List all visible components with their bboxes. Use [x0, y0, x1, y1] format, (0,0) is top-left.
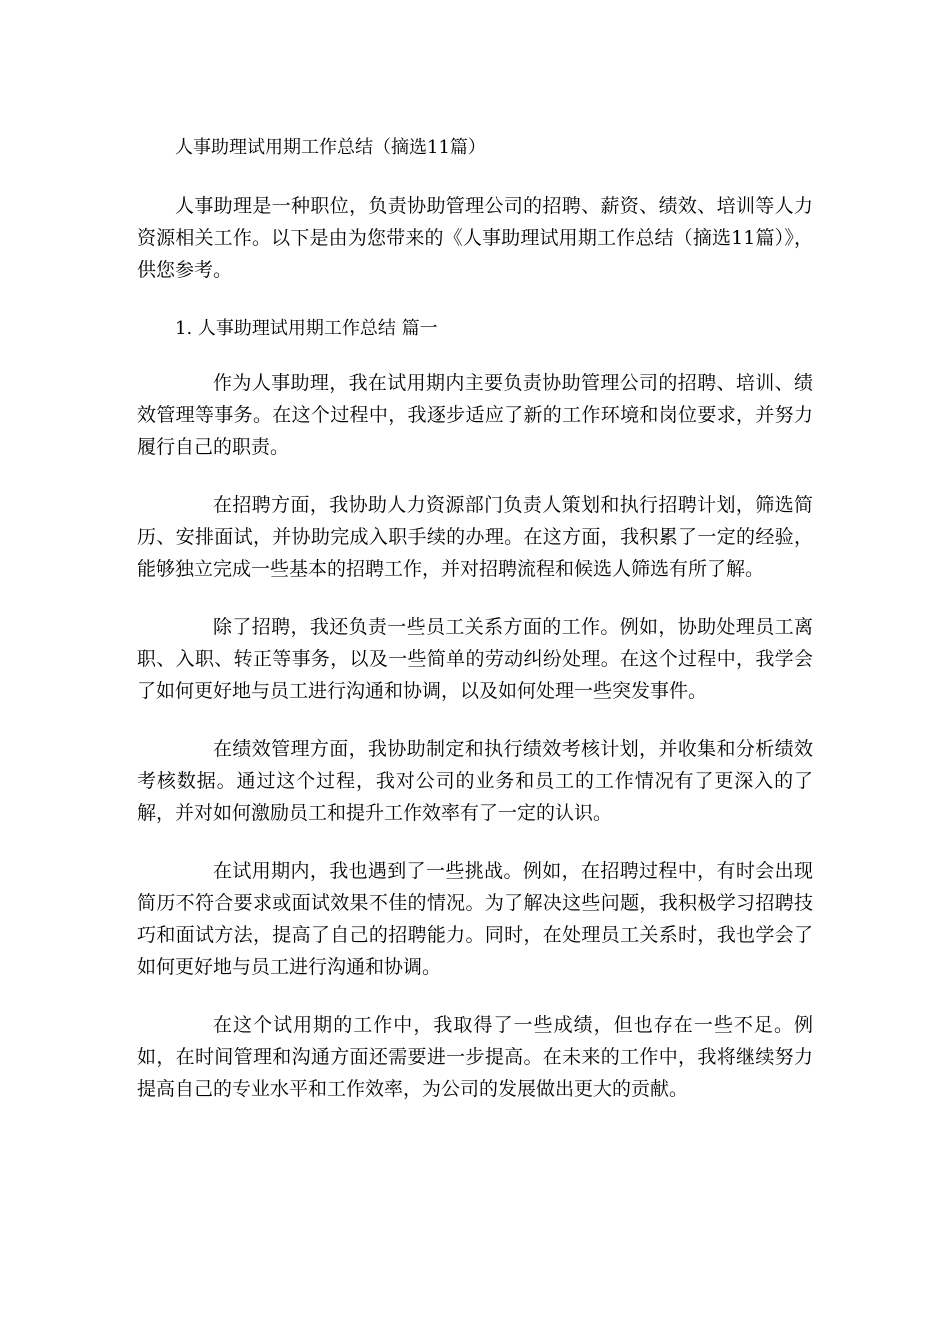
body-paragraph-2: 在招聘方面，我协助人力资源部门负责人策划和执行招聘计划，筛选简历、安排面试，并协助完成入职手续的办理。在这方面，我积累了一定的经验，能够独立完成一些基本的招聘工作，并对招聘流程和候选人筛选有所了解。 — [137, 494, 813, 580]
body-paragraph-3: 除了招聘，我还负责一些员工关系方面的工作。例如，协助处理员工离职、入职、转正等事务，以及一些简单的劳动纠纷处理。在这个过程中，我学会了如何更好地与员工进行沟通和协调，以及如何处理一些突发事件。 — [137, 616, 813, 702]
document-body — [137, 132, 813, 1105]
intro-paragraph: 人事助理是一种职位，负责协助管理公司的招聘、薪资、绩效、培训等人力资源相关工作。以下是由为您带来的《人事助理试用期工作总结（摘选11篇）》，供您参考。 — [137, 195, 813, 281]
body-paragraph-1: 作为人事助理，我在试用期内主要负责协助管理公司的招聘、培训、绩效管理等事务。在这个过程中，我逐步适应了新的工作环境和岗位要求，并努力履行自己的职责。 — [137, 372, 813, 458]
document-title: 人事助理试用期工作总结（摘选11篇） — [175, 137, 486, 158]
body-paragraph-5: 在试用期内，我也遇到了一些挑战。例如，在招聘过程中，有时会出现简历不符合要求或面试效果不佳的情况。为了解决这些问题，我积极学习招聘技巧和面试方法，提高了自己的招聘能力。同时，在处理员工关系时，我也学会了如何更好地与员工进行沟通和协调。 — [137, 860, 813, 978]
section-heading: 1. 人事助理试用期工作总结 篇一 — [175, 318, 438, 339]
body-paragraph-6: 在这个试用期的工作中，我取得了一些成绩，但也存在一些不足。例如，在时间管理和沟通方面还需要进一步提高。在未来的工作中，我将继续努力提高自己的专业水平和工作效率，为公司的发展做出更大的贡献。 — [137, 1014, 813, 1100]
body-paragraph-4: 在绩效管理方面，我协助制定和执行绩效考核计划，并收集和分析绩效考核数据。通过这个过程，我对公司的业务和员工的工作情况有了更深入的了解，并对如何激励员工和提升工作效率有了一定的认识。 — [137, 738, 813, 824]
